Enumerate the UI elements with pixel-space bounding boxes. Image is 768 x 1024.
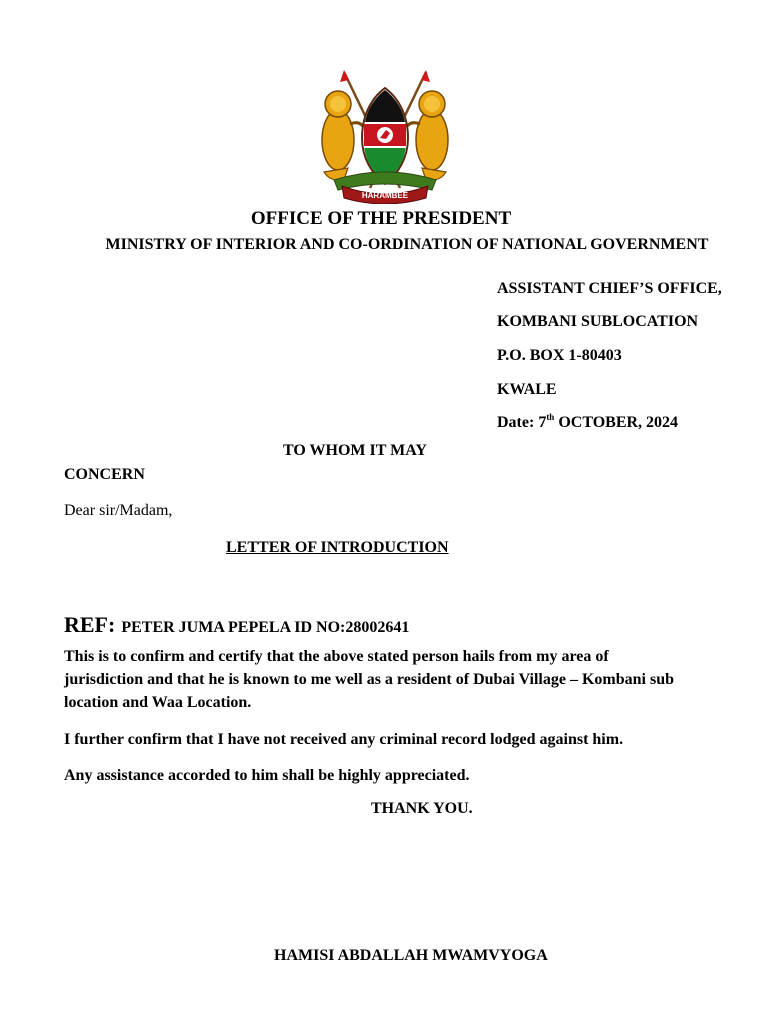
shield bbox=[362, 88, 408, 184]
ref-label: REF: bbox=[64, 612, 116, 637]
left-spear-tip bbox=[340, 70, 349, 82]
ministry-title: MINISTRY OF INTERIOR AND CO-ORDINATION OF NATIONAL GOVERNMENT bbox=[105, 236, 709, 253]
motto-ribbon bbox=[342, 186, 428, 204]
letter-subject: LETTER OF INTRODUCTION bbox=[226, 539, 449, 556]
coat-of-arms-emblem bbox=[316, 68, 454, 204]
address-line-town: KWALE bbox=[497, 381, 557, 398]
address-line-pobox: P.O. BOX 1-80403 bbox=[497, 347, 622, 364]
right-lion bbox=[406, 91, 448, 180]
closing: THANK YOU. bbox=[371, 800, 473, 817]
motto-text: HARAMBEE bbox=[361, 191, 409, 200]
left-lion bbox=[322, 91, 364, 180]
body-paragraph-2: I further confirm that I have not received any criminal record lodged against him. bbox=[64, 731, 624, 748]
date-ordinal: th bbox=[546, 412, 555, 422]
salutation: Dear sir/Madam, bbox=[64, 502, 173, 519]
address-line-office: ASSISTANT CHIEF’S OFFICE, bbox=[497, 280, 722, 297]
signatory-name: HAMISI ABDALLAH MWAMVYOGA bbox=[274, 947, 548, 964]
address-line-sublocation: KOMBANI SUBLOCATION bbox=[497, 313, 699, 330]
right-spear-tip bbox=[421, 70, 430, 82]
reference-line bbox=[64, 612, 409, 638]
to-whom-line-2: CONCERN bbox=[64, 466, 145, 483]
mountain-base bbox=[334, 172, 436, 190]
ref-details: PETER JUMA PEPELA ID NO:28002641 bbox=[121, 619, 410, 636]
to-whom-line-1: TO WHOM IT MAY bbox=[283, 442, 427, 459]
date-label: Date: 7 bbox=[497, 414, 547, 431]
letter-date bbox=[497, 414, 678, 432]
office-title: OFFICE OF THE PRESIDENT bbox=[250, 208, 512, 229]
body-paragraph-3: Any assistance accorded to him shall be highly appreciated. bbox=[64, 767, 470, 784]
date-rest: OCTOBER, 2024 bbox=[554, 414, 679, 431]
body-paragraph-1: This is to confirm and certify that the above stated person hails from my area of jurisdiction and that he is known to me well as a resident of Dubai Village – Kombani sub location and Waa Location. bbox=[64, 648, 675, 711]
